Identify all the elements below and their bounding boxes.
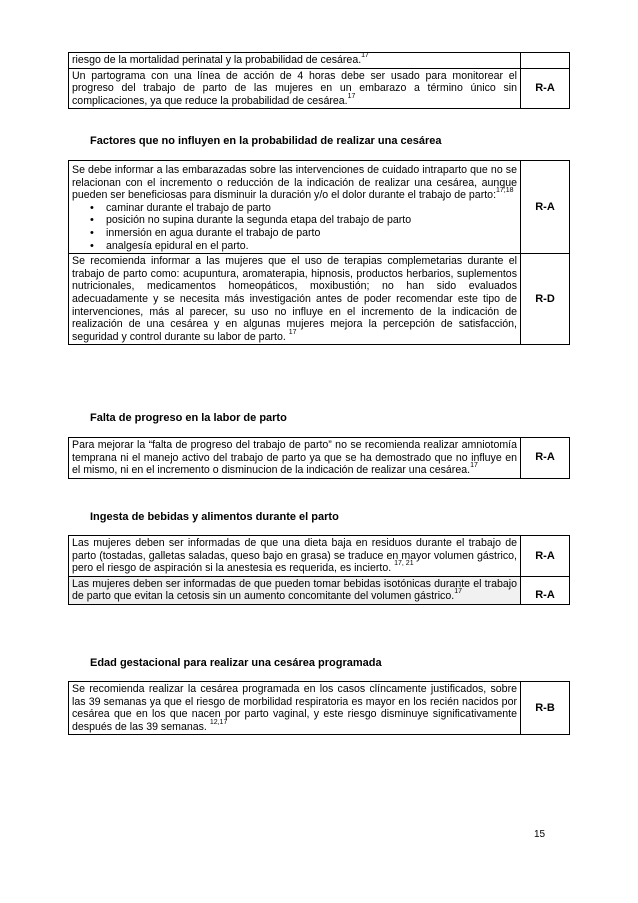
table-row xyxy=(69,68,570,109)
recommendation-text: Se recomienda realizar la cesárea programada en los casos clíncamente justificados, sobre las 39 semanas ya que el riesgo de morbilidad respiratoria es mayor en los recién nacidos por cesárea que en los que nacen por parto vaginal, y este riesgo disminuye significativamente después de las 39 semanas. $^{12,17}$ xyxy=(69,682,521,735)
section-heading: Edad gestacional para realizar una cesárea programada xyxy=(90,657,382,669)
recommendation-grade: R-A xyxy=(521,161,570,254)
table-row xyxy=(69,576,570,604)
table-row xyxy=(69,682,570,735)
citation: 17 xyxy=(361,52,369,59)
citation: 17, 21 xyxy=(394,560,414,568)
recommendation-grade: R-A xyxy=(521,68,570,109)
table-row xyxy=(69,161,570,254)
recommendation-text: Las mujeres deben ser informadas de que pueden tomar bebidas isotónicas durante el trabajo de parto que evitan la cetosis sin un aumento concomitante del volumen gástrico.$^{17}$ xyxy=(69,576,521,604)
recommendation-table-progress xyxy=(68,437,570,479)
table-row xyxy=(69,254,570,345)
section-heading: Ingesta de bebidas y alimentos durante el parto xyxy=(90,511,339,523)
recommendation-table-gestational-age xyxy=(68,681,570,735)
recommendation-text: Un partograma con una línea de acción de 4 horas debe ser usado para monitorear el progreso del trabajo de parto de las mujeres en un embarazo a término único sin complicaciones, ya que reduce la probabilidad de cesárea.$^{17}$ xyxy=(69,68,521,109)
recommendation-table-continued xyxy=(68,52,570,109)
recommendation-grade: R-A xyxy=(521,536,570,577)
list-item: • posición no supina durante la segunda etapa del trabajo de parto xyxy=(72,214,517,227)
citation: 12,17 xyxy=(209,718,228,726)
recommendation-text: Las mujeres deben ser informadas de que una dieta baja en residuos durante el trabajo de parto (tostadas, galletas saladas, queso bajo en grasa) se traduce en mayor volumen gástrico, pero el riesgo de aspiración si la anestesia es requerida, es incierto. $^{17, 21}$ xyxy=(69,536,521,577)
recommendation-text: Se recomienda informar a las mujeres que el uso de terapias complemetarias durante el trabajo de parto como: acupuntura, aromaterapia, hipnosis, productos herbarios, suplementos nutricionales, medicamentos homeopáticos, moxibustión; no han sido evaluados adecuadamente y se necesita más investigación antes de poder recomendar este tipo de intervenciones, más al parecer, su uso no influye en el incremento de la indicación de realización de una cesárea y en algunas mujeres mejora la percepción de satisfacción, seguridad y control durante su labor de parto. $^{17}$ xyxy=(69,254,521,345)
table-row xyxy=(69,53,570,69)
citation: 17 xyxy=(454,588,462,596)
table-row xyxy=(69,438,570,479)
page-number: 15 xyxy=(534,829,546,840)
recommendation-grade xyxy=(521,53,570,69)
citation: 17 xyxy=(470,462,478,470)
recommendation-grade: R-D xyxy=(521,254,570,345)
citation: 17 xyxy=(288,328,297,336)
recommendation-text: Para mejorar la “falta de progreso del trabajo de parto” no se recomienda realizar amniotomía temprana ni el manejo activo del trabajo de parto ya que se ha demostrado que no influye en el mismo, ni en el incremento o disminucion de la indicación de realizar una cesárea.$^{17}$ xyxy=(69,438,521,479)
section-heading: Factores que no influyen en la probabilidad de realizar una cesárea xyxy=(90,135,442,147)
citation: 17 xyxy=(347,92,356,100)
section-heading: Falta de progreso en la labor de parto xyxy=(90,412,287,424)
recommendation-table-factors xyxy=(68,160,570,345)
recommendation-table-intake xyxy=(68,535,570,605)
recommendation-grade: R-B xyxy=(521,682,570,735)
list-item: • analgesía epidural en el parto. xyxy=(72,240,517,253)
bullet-list xyxy=(72,202,517,252)
recommendation-text: Se debe informar a las embarazadas sobre las intervenciones de cuidado intraparto que no se relacionan con el incremento o reducción de la indicación de realizar una cesárea, aunque pueden ser beneficiosas para disminuir la duración y/o el dolor durante el trabajo de parto:$^{17,18}$ • caminar durante el trabajo de parto • posición no supina durante la segunda etapa del trabajo de parto • inmersión en agua durante el trabajo de parto • analgesía epidural en el parto. xyxy=(69,161,521,254)
table-row xyxy=(69,536,570,577)
list-item: • caminar durante el trabajo de parto xyxy=(72,202,517,215)
recommendation-grade: R-A xyxy=(521,438,570,479)
list-item: • inmersión en agua durante el trabajo de parto xyxy=(72,227,517,240)
citation: 17,18 xyxy=(496,187,514,195)
recommendation-grade: R-A xyxy=(521,576,570,604)
recommendation-text: riesgo de la mortalidad perinatal y la probabilidad de cesárea.$^{17}$ xyxy=(69,53,521,69)
